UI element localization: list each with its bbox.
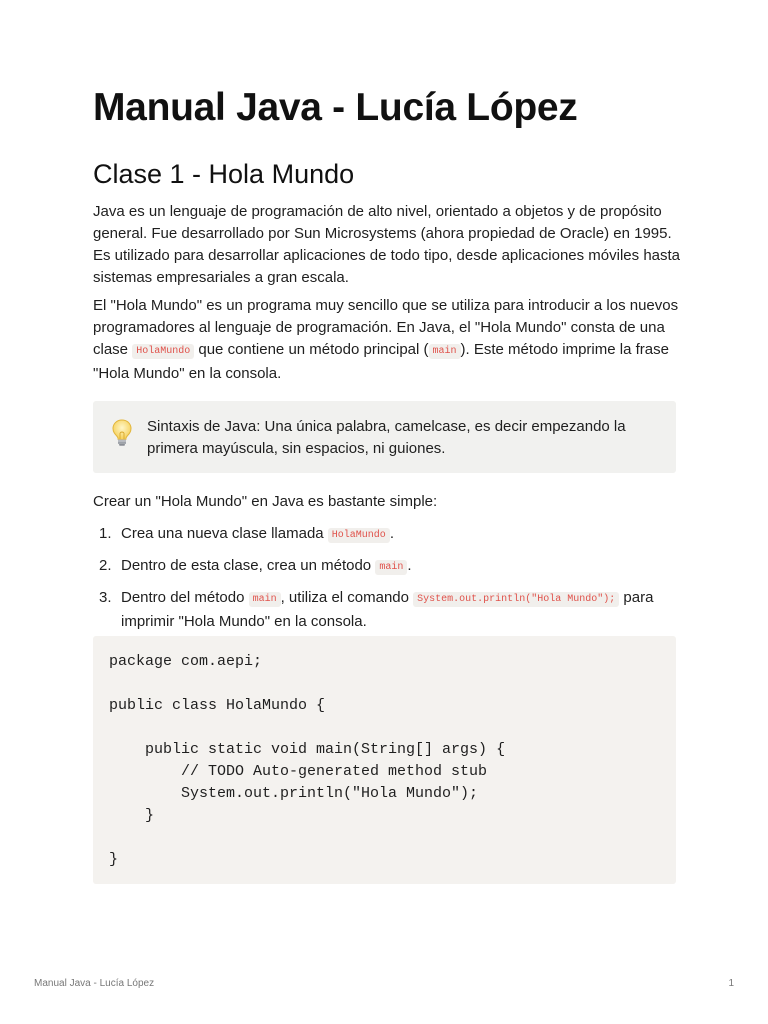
step-text-end: para imprimir "Hola Mundo" en la consola. <box>121 589 654 630</box>
inline-code-holamundo: HolaMundo <box>328 528 390 543</box>
step-text-end: . <box>389 525 394 542</box>
step-number: 3. <box>99 589 112 606</box>
inline-code-holamundo: HolaMundo <box>132 344 194 359</box>
list-item <box>93 523 676 547</box>
step-text: Dentro de esta clase, crea un método <box>121 557 376 574</box>
inline-code-main: main <box>249 592 281 607</box>
syntax-callout <box>93 401 676 473</box>
callout-text: Sintaxis de Java: Una única palabra, camelcase, es decir empezando la primera mayúscula, sin espacios, ni guiones. <box>147 418 626 457</box>
step-text: Dentro del método <box>121 589 249 606</box>
step-number: 1. <box>99 525 112 542</box>
step-text: Crea una nueva clase llamada <box>121 525 328 542</box>
steps-intro: Crear un "Hola Mundo" en Java es bastante simple: <box>93 493 438 510</box>
hola-text-part2: que contiene un método principal ( <box>194 341 429 358</box>
inline-code-println: System.out.println("Hola Mundo"); <box>413 592 619 607</box>
inline-code-main: main <box>375 560 407 575</box>
list-item <box>93 555 676 579</box>
intro-paragraph: Java es un lenguaje de programación de alto nivel, orientado a objetos y de propósito general. Fue desarrollado por Sun Microsystems (ahora propiedad de Oracle) en 1995. Es utilizado para desarrollar aplicaciones de todo tipo, desde aplicaciones móviles hasta sistemas empresariales a gran escala. <box>93 203 681 286</box>
page-number: 1 <box>728 978 734 989</box>
code-block <box>93 636 676 884</box>
code-block-content: package com.aepi; public class HolaMundo { public static void main(String[] args) { // TODO Auto-generated method stub System.out.println("Hola Mundo"); } } <box>109 653 506 868</box>
lightbulb-icon <box>111 418 133 448</box>
steps-list <box>93 523 676 633</box>
step-text-end: . <box>407 557 412 574</box>
footer-title: Manual Java - Lucía López <box>34 978 155 989</box>
hola-text-part3: ). Este método imprime la frase "Hola Mundo" en la consola. <box>93 341 669 382</box>
list-item <box>93 587 676 633</box>
document-title: Manual Java - Lucía López <box>93 86 578 129</box>
hola-mundo-paragraph <box>93 295 683 385</box>
step-number: 2. <box>99 557 112 574</box>
step-text-middle: , utiliza el comando <box>280 589 414 606</box>
hola-text-part1: El "Hola Mundo" es un programa muy sencillo que se utiliza para introducir a los nuevos programadores al lenguaje de programación. En Java, el "Hola Mundo" consta de una clase <box>93 297 679 358</box>
section-title: Clase 1 - Hola Mundo <box>93 159 355 189</box>
inline-code-main: main <box>429 344 461 359</box>
